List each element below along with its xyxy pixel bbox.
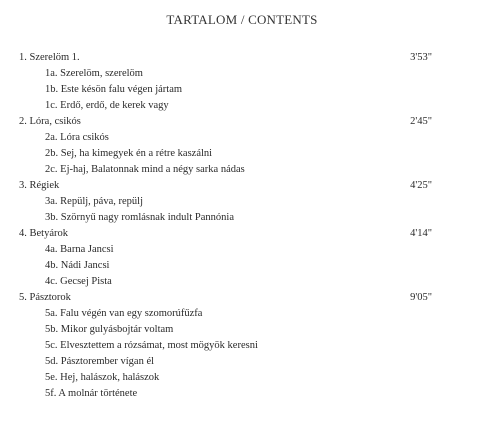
track-title: Ej-haj, Balatonnak mind a négy sarka nádas	[60, 164, 245, 175]
section-label	[19, 290, 71, 306]
track-title: Elvesztettem a rózsámat, most mögyök keresni	[60, 340, 258, 351]
section-label	[19, 50, 80, 66]
track-item	[19, 354, 432, 370]
toc-section	[19, 114, 432, 178]
section-number: 4.	[19, 228, 27, 239]
section-heading	[19, 50, 432, 66]
track-item	[19, 242, 432, 258]
section-duration: 2'45"	[410, 116, 432, 127]
section-label	[19, 178, 59, 194]
track-number: 1b.	[45, 84, 59, 95]
track-label	[45, 162, 245, 178]
track-title: Sej, ha kimegyek én a rétre kaszálni	[60, 148, 213, 159]
section-heading	[19, 290, 432, 306]
track-title: Este késön falu végen jártam	[60, 84, 183, 95]
track-title: Mikor gulyásbojtár voltam	[60, 324, 174, 335]
section-number: 1.	[19, 52, 27, 63]
track-title: Erdő, erdő, de kerek vagy	[60, 100, 169, 111]
track-number: 2c.	[45, 164, 58, 175]
track-label	[45, 306, 202, 322]
track-number: 1a.	[45, 68, 58, 79]
track-label	[45, 66, 143, 82]
track-item	[19, 98, 432, 114]
track-item	[19, 258, 432, 274]
track-label	[45, 242, 114, 258]
section-number: 3.	[19, 180, 27, 191]
section-number: 5.	[19, 292, 27, 303]
track-item	[19, 370, 432, 386]
track-number: 2b.	[45, 148, 59, 159]
section-number: 2.	[19, 116, 27, 127]
section-duration: 4'14"	[410, 228, 432, 239]
track-label	[45, 210, 234, 226]
section-label	[19, 114, 81, 130]
track-item	[19, 66, 432, 82]
section-title: Régiek	[29, 180, 60, 191]
track-item	[19, 194, 432, 210]
track-item	[19, 386, 432, 402]
section-duration: 3'53"	[410, 52, 432, 63]
track-number: 3a.	[45, 196, 58, 207]
track-number: 5f.	[45, 388, 57, 399]
track-title: A molnár története	[58, 388, 138, 399]
toc-section	[19, 50, 432, 114]
section-heading	[19, 226, 432, 242]
contents-list	[19, 50, 432, 402]
track-label	[45, 258, 109, 274]
track-number: 3b.	[45, 212, 59, 223]
track-label	[45, 322, 173, 338]
section-title: Pásztorok	[29, 292, 71, 303]
track-label	[45, 338, 258, 354]
track-number: 4b.	[45, 260, 59, 271]
track-title: Pásztorember vígan él	[60, 356, 155, 367]
track-title: Szörnyű nagy romlásnak indult Pannónia	[60, 212, 234, 223]
track-title: Gecsej Pista	[60, 276, 112, 287]
track-number: 1c.	[45, 100, 58, 111]
track-item	[19, 322, 432, 338]
section-label	[19, 226, 68, 242]
track-number: 4c.	[45, 276, 58, 287]
section-heading	[19, 178, 432, 194]
track-title: Nádi Jancsi	[60, 260, 110, 271]
track-label	[45, 98, 169, 114]
toc-section	[19, 290, 432, 402]
track-label	[45, 130, 109, 146]
page-title: TARTALOM / CONTENTS	[166, 12, 318, 27]
track-number: 5a.	[45, 308, 58, 319]
track-number: 2a.	[45, 132, 58, 143]
section-duration: 4'25"	[410, 180, 432, 191]
track-item	[19, 338, 432, 354]
section-heading	[19, 114, 432, 130]
track-title: Barna Jancsi	[60, 244, 114, 255]
track-label	[45, 354, 154, 370]
track-number: 5b.	[45, 324, 59, 335]
track-item	[19, 306, 432, 322]
track-title: Repülj, páva, repülj	[60, 196, 143, 207]
section-duration: 9'05"	[410, 292, 432, 303]
track-item	[19, 162, 432, 178]
track-item	[19, 146, 432, 162]
track-item	[19, 210, 432, 226]
track-label	[45, 386, 137, 402]
track-number: 4a.	[45, 244, 58, 255]
section-title: Betyárok	[29, 228, 68, 239]
track-title: Falu végén van egy szomorúfűzfa	[60, 308, 203, 319]
toc-section	[19, 178, 432, 226]
section-title: Szerelöm 1.	[29, 52, 80, 63]
track-label	[45, 82, 182, 98]
section-title: Lóra, csikós	[29, 116, 81, 127]
track-title: Lóra csikós	[60, 132, 109, 143]
track-item	[19, 130, 432, 146]
track-label	[45, 194, 143, 210]
toc-section	[19, 226, 432, 290]
track-label	[45, 274, 112, 290]
track-number: 5c.	[45, 340, 58, 351]
track-number: 5e.	[45, 372, 58, 383]
track-title: Szerelöm, szerelöm	[60, 68, 143, 79]
track-item	[19, 82, 432, 98]
track-label	[45, 370, 159, 386]
track-item	[19, 274, 432, 290]
track-title: Hej, halászok, halászok	[60, 372, 160, 383]
track-label	[45, 146, 212, 162]
track-number: 5d.	[45, 356, 59, 367]
